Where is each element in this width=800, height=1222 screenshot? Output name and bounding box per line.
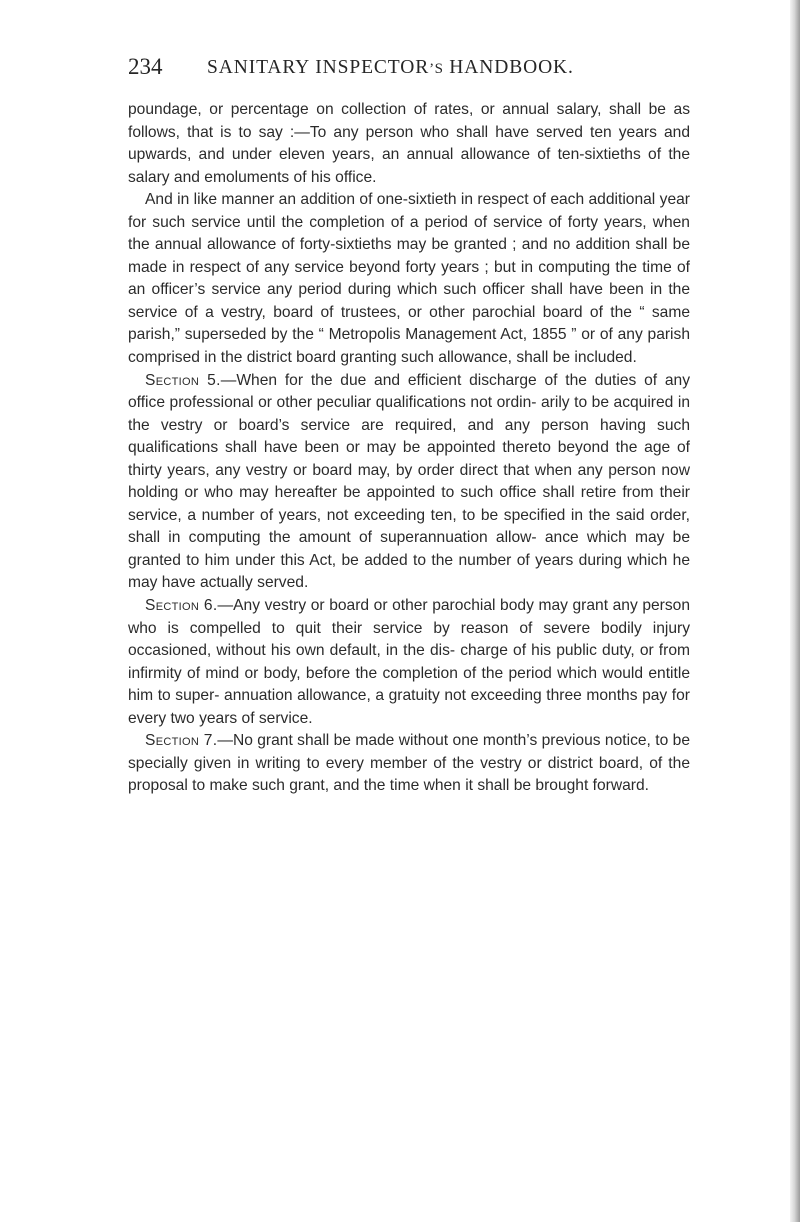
paragraph-section-5 [128, 370, 690, 595]
page-header [128, 54, 688, 84]
section-label: Section 6. [145, 597, 218, 615]
running-head-part2: HANDBOOK. [443, 57, 574, 78]
paragraph-section-7 [128, 730, 690, 798]
running-head [207, 56, 574, 81]
paragraph-text: —When for the due and efficient discharge of the duties of any office professional or other peculiar qualifications not ordin- arily to be acquired in the vestry or board’s service are required, and any person having such qualifications shall have been or may be appointed thereto beyond the age of thirty years, any vestry or board may, by order direct that when any person now holding or who may hereafter be appointed to such office shall retire from their service, a number of years, not exceeding ten, to be specified in the said order, shall in computing the amount of superannuation allow- ance which may be granted to him under this Act, be added to the number of years during which he may have actually served. [128, 371, 691, 592]
paragraph-text: And in like manner an addition of one-sixtieth in respect of each additional year for such service until the completion of a period of service of forty years, when the annual allowance of forty-sixtieths may be granted ; and no addition shall be made in respect of any service beyond forty years ; but in computing the time of an officer’s service any period during which such officer shall have been in the service of a vestry, board of trustees, or other parochial board of the “ same parish,” superseded by the “ Metropolis Management Act, 1855 ” or of any parish comprised in the district board granting such allowance, shall be included. [128, 191, 690, 367]
paragraph-section-6 [128, 595, 690, 730]
paragraph-1 [128, 99, 690, 189]
paragraph-2 [128, 189, 690, 369]
section-label: Section 5. [145, 371, 221, 389]
paragraph-text: —No grant shall be made without one month’s previous notice, to be specially given in writing to every member of the vestry or district board, of the proposal to make such grant, and the time when it shall be brought forward. [128, 732, 690, 795]
running-head-part1: SANITARY INSPECTOR [207, 57, 430, 78]
section-label: Section 7. [145, 732, 218, 750]
page-edge-shadow [790, 0, 800, 1222]
page-number: 234 [128, 54, 163, 79]
running-head-apostrophe-s: ’S [429, 61, 444, 77]
paragraph-text: —Any vestry or board or other parochial body may grant any person who is compelled to quit their service by reason of severe bodily injury occasioned, without his own default, in the dis- charge of his public duty, or from infirmity of mind or body, before the completion of the period which would entitle him to super- annuation allowance, a gratuity not exceeding three months pay for every two years of service. [128, 597, 690, 727]
body-text [128, 99, 690, 798]
paragraph-text: poundage, or percentage on collection of rates, or annual salary, shall be as follows, that is to say :—To any person who shall have served ten years and upwards, and under eleven years, an annual allowance of ten-sixtieths of the salary and emoluments of his office. [128, 101, 690, 186]
